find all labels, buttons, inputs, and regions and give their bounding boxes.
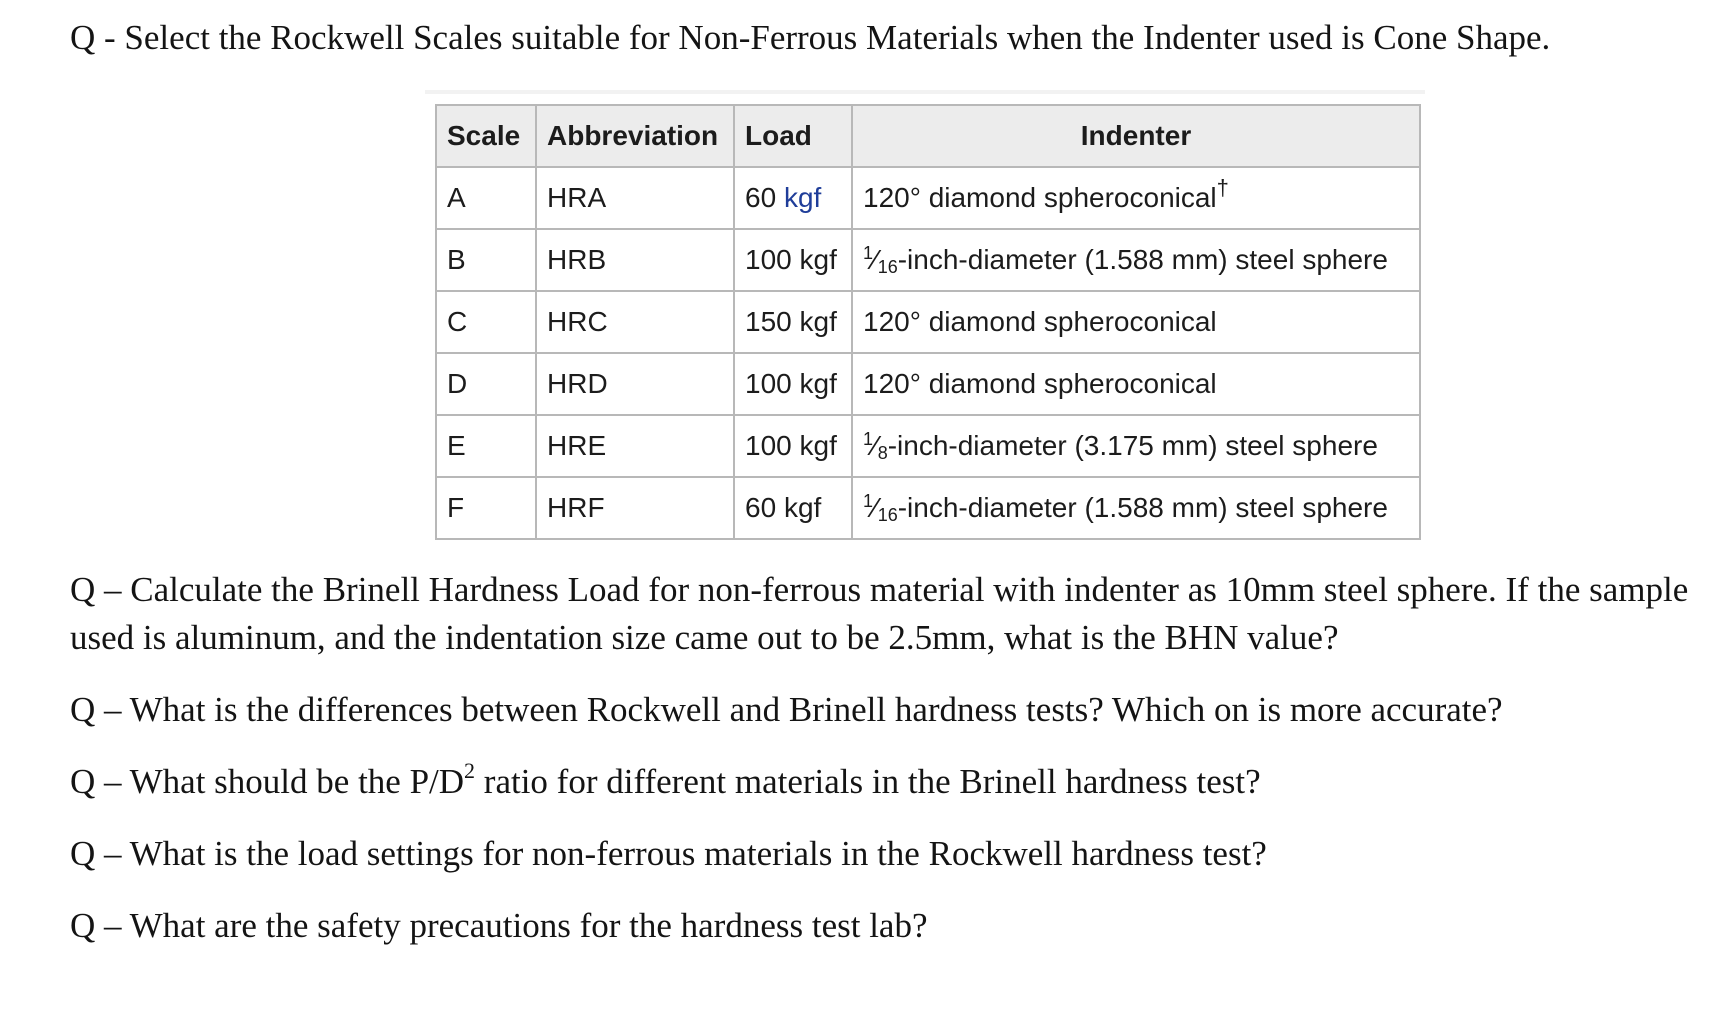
question-2: Q – Calculate the Brinell Hardness Load for non-ferrous material with indenter as 10mm steel sphere. If the sample used is aluminum, and the indentation size came out to be 2.5mm, what is the BHN value? bbox=[70, 570, 1689, 657]
cell-abbreviation: HRB bbox=[536, 229, 734, 291]
header-scale: Scale bbox=[436, 105, 536, 167]
cell-scale: E bbox=[436, 415, 536, 477]
cell-scale: D bbox=[436, 353, 536, 415]
table-header-row bbox=[436, 105, 1420, 167]
load-unit-link[interactable]: kgf bbox=[783, 182, 822, 213]
cell-scale: C bbox=[436, 291, 536, 353]
load-value: 100 bbox=[745, 430, 792, 461]
header-abbreviation: Abbreviation bbox=[536, 105, 734, 167]
cell-indenter bbox=[852, 229, 1420, 291]
indenter-text: -inch-diameter (1.588 mm) steel sphere bbox=[897, 492, 1388, 523]
load-value: 60 bbox=[745, 492, 777, 523]
dagger-note: † bbox=[1216, 175, 1229, 200]
question-6: Q – What are the safety precautions for the hardness test lab? bbox=[70, 906, 928, 945]
cell-abbreviation: HRD bbox=[536, 353, 734, 415]
cell-load bbox=[734, 291, 852, 353]
load-value: 100 bbox=[745, 368, 792, 399]
table-row bbox=[436, 167, 1420, 229]
rockwell-scales-table bbox=[435, 104, 1421, 540]
fraction-numerator: 1 bbox=[863, 243, 874, 263]
header-indenter: Indenter bbox=[852, 105, 1420, 167]
fraction: $^1$⁄16 bbox=[863, 243, 898, 277]
cell-indenter bbox=[852, 167, 1420, 229]
question-4 bbox=[70, 758, 1261, 806]
table-row bbox=[436, 229, 1420, 291]
fraction-numerator: 1 bbox=[863, 429, 874, 449]
load-unit: kgf bbox=[783, 492, 822, 523]
load-unit: kgf bbox=[799, 244, 837, 275]
cell-indenter: 120° diamond spheroconical bbox=[852, 291, 1420, 353]
fraction-denominator: 16 bbox=[877, 505, 898, 525]
cell-load bbox=[734, 167, 852, 229]
indenter-text: 120° diamond spheroconical bbox=[863, 182, 1217, 213]
fraction: $^1$⁄8 bbox=[863, 429, 888, 463]
indenter-text: -inch-diameter (1.588 mm) steel sphere bbox=[897, 244, 1388, 275]
cell-load bbox=[734, 229, 852, 291]
question-1: Q - Select the Rockwell Scales suitable for Non-Ferrous Materials when the Indenter used is Cone Shape. bbox=[70, 18, 1551, 57]
table-row bbox=[436, 477, 1420, 539]
indenter-text: -inch-diameter (3.175 mm) steel sphere bbox=[887, 430, 1378, 461]
load-value: 100 bbox=[745, 244, 792, 275]
load-value: 150 bbox=[745, 306, 792, 337]
cell-indenter: 120° diamond spheroconical bbox=[852, 353, 1420, 415]
header-load: Load bbox=[734, 105, 852, 167]
cell-abbreviation: HRE bbox=[536, 415, 734, 477]
cell-abbreviation: HRC bbox=[536, 291, 734, 353]
cell-scale: A bbox=[436, 167, 536, 229]
cell-scale: B bbox=[436, 229, 536, 291]
cell-load bbox=[734, 353, 852, 415]
cell-load bbox=[734, 415, 852, 477]
question-5: Q – What is the load settings for non-ferrous materials in the Rockwell hardness test? bbox=[70, 834, 1267, 873]
question-4-end: ratio for different materials in the Brinell hardness test? bbox=[475, 762, 1261, 801]
superscript-exponent: 2 bbox=[464, 758, 476, 784]
table-row bbox=[436, 415, 1420, 477]
table-row bbox=[436, 353, 1420, 415]
fraction-numerator: 1 bbox=[863, 491, 874, 511]
fraction: $^1$⁄16 bbox=[863, 491, 898, 525]
cell-scale: F bbox=[436, 477, 536, 539]
load-value: 60 bbox=[745, 182, 777, 213]
cell-load bbox=[734, 477, 852, 539]
cell-abbreviation: HRF bbox=[536, 477, 734, 539]
load-unit: kgf bbox=[799, 306, 837, 337]
fraction-denominator: 16 bbox=[877, 257, 898, 277]
question-4-start: Q – What should be the P/D bbox=[70, 762, 465, 801]
table-top-shade bbox=[425, 90, 1425, 94]
cell-abbreviation: HRA bbox=[536, 167, 734, 229]
load-unit: kgf bbox=[799, 430, 837, 461]
fraction-denominator: 8 bbox=[877, 443, 888, 463]
question-3: Q – What is the differences between Rockwell and Brinell hardness tests? Which on is more accurate? bbox=[70, 690, 1503, 729]
table-row bbox=[436, 291, 1420, 353]
load-unit: kgf bbox=[799, 368, 837, 399]
cell-indenter bbox=[852, 477, 1420, 539]
cell-indenter bbox=[852, 415, 1420, 477]
